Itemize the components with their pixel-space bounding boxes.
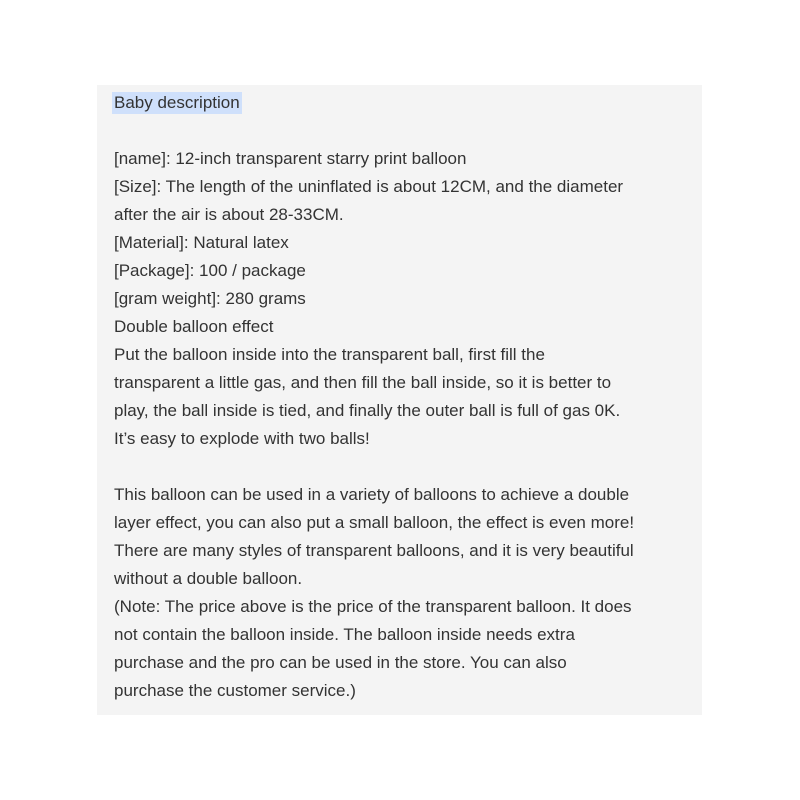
text-line: play, the ball inside is tied, and finally the outer ball is full of gas 0K. — [114, 401, 621, 420]
description-heading-line — [114, 89, 674, 117]
text-line: not contain the balloon inside. The balloon inside needs extra — [114, 625, 575, 644]
spacer — [114, 117, 674, 145]
text-line: [Size]: The length of the uninflated is about 12CM, and the diameter — [114, 177, 624, 196]
text-line: without a double balloon. — [114, 569, 303, 588]
text-line: There are many styles of transparent balloons, and it is very beautiful — [114, 541, 634, 560]
text-line: [name]: 12-inch transparent starry print balloon — [114, 149, 467, 168]
text-line: Double balloon effect — [114, 317, 274, 336]
description-heading: Baby description — [114, 93, 240, 112]
product-description-panel — [97, 85, 702, 715]
text-line: after the air is about 28-33CM. — [114, 205, 344, 224]
paragraph-specs — [114, 145, 674, 453]
text-line: layer effect, you can also put a small balloon, the effect is even more! — [114, 513, 635, 532]
text-line: [Material]: Natural latex — [114, 233, 289, 252]
text-line: This balloon can be used in a variety of balloons to achieve a double — [114, 485, 630, 504]
paragraph-notes — [114, 481, 674, 705]
text-line: purchase the customer service.) — [114, 681, 356, 700]
spacer — [114, 453, 674, 481]
text-line: [gram weight]: 280 grams — [114, 289, 306, 308]
text-line: [Package]: 100 / package — [114, 261, 306, 280]
text-line: purchase and the pro can be used in the store. You can also — [114, 653, 567, 672]
text-line: (Note: The price above is the price of the transparent balloon. It does — [114, 597, 632, 616]
description-content — [114, 89, 674, 705]
text-line: It’s easy to explode with two balls! — [114, 429, 370, 448]
text-line: transparent a little gas, and then fill the ball inside, so it is better to — [114, 373, 612, 392]
text-line: Put the balloon inside into the transparent ball, first fill the — [114, 345, 545, 364]
